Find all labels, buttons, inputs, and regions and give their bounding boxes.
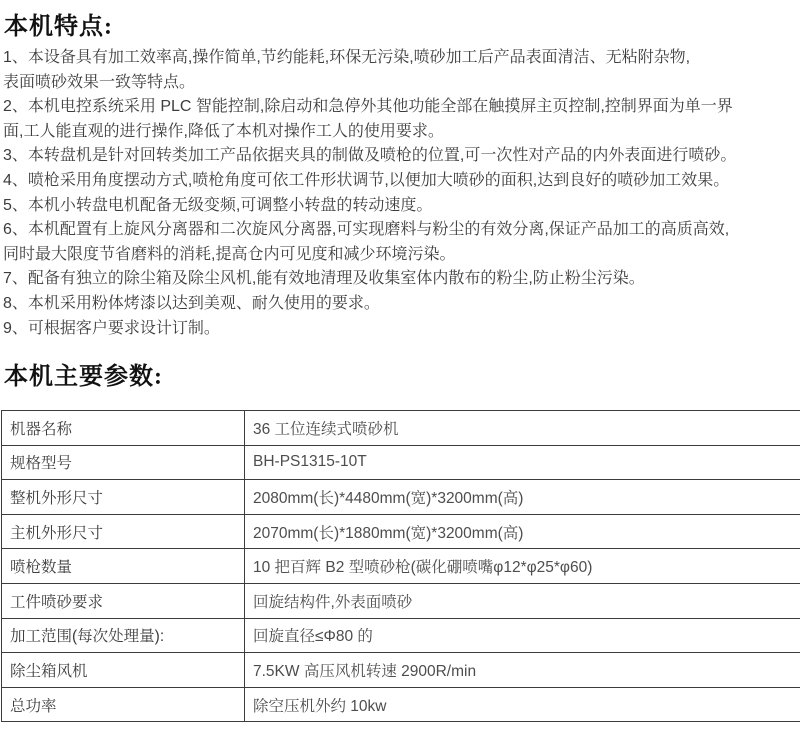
feature-line: 8、本机采用粉体烤漆以达到美观、耐久使用的要求。 (3, 294, 380, 312)
features-section-title: 本机特点: (4, 14, 113, 40)
param-label-cell: 加工范围(每次处理量): (2, 618, 245, 653)
feature-line: 2、本机电控系统采用 PLC 智能控制,除启动和急停外其他功能全部在触摸屏主页控制,控制界面为单一界 (3, 98, 733, 116)
feature-line: 1、本设备具有加工效率高,操作简单,节约能耗,环保无污染,喷砂加工后产品表面清洁、无粘附杂物, (3, 49, 691, 66)
param-value-cell: 2070mm(长)*1880mm(宽)*3200mm(高) (245, 514, 800, 549)
feature-line: 3、本转盘机是针对回转类加工产品依据夹具的制做及喷枪的位置,可一次性对产品的内外表面进行喷砂。 (3, 147, 737, 165)
param-value-cell: 7.5KW 高压风机转速 2900R/min (245, 653, 800, 688)
table-row (2, 480, 800, 515)
param-value-cell: 回旋直径≤Φ80 的 (245, 618, 800, 653)
param-label-cell: 喷枪数量 (2, 549, 245, 584)
features-list (3, 46, 800, 341)
feature-line: 9、可根据客户要求设计订制。 (3, 319, 220, 337)
param-label-cell: 主机外形尺寸 (2, 514, 245, 549)
feature-line: 7、配备有独立的除尘箱及除尘风机,能有效地清理及收集室体内散布的粉尘,防止粉尘污染。 (3, 270, 645, 288)
table-row (2, 411, 800, 446)
param-label-cell: 除尘箱风机 (2, 653, 245, 688)
table-row (2, 687, 800, 722)
table-row (2, 618, 800, 653)
table-row (2, 549, 800, 584)
feature-line: 同时最大限度节省磨料的消耗,提高仓内可见度和减少环境污染。 (3, 245, 456, 263)
param-label-cell: 工件喷砂要求 (2, 583, 245, 618)
parameters-table (1, 410, 800, 722)
param-value-cell: 2080mm(长)*4480mm(宽)*3200mm(高) (245, 480, 800, 515)
feature-line: 表面喷砂效果一致等特点。 (3, 73, 196, 91)
feature-line: 5、本机小转盘电机配备无级变频,可调整小转盘的转动速度。 (3, 196, 433, 214)
table-row (2, 445, 800, 480)
param-label-cell: 规格型号 (2, 445, 245, 480)
param-value-cell: 36 工位连续式喷砂机 (245, 411, 800, 446)
param-value-cell: 除空压机外约 10kw (245, 687, 800, 722)
param-label-cell: 总功率 (2, 687, 245, 722)
table-row (2, 653, 800, 688)
param-label-cell: 机器名称 (2, 411, 245, 446)
table-row (2, 583, 800, 618)
table-row (2, 514, 800, 549)
feature-line: 面,工人能直观的进行操作,降低了本机对操作工人的使用要求。 (3, 122, 444, 140)
param-value-cell: 10 把百辉 B2 型喷砂枪(碳化硼喷嘴φ12*φ25*φ60) (245, 549, 800, 584)
param-value-cell: 回旋结构件,外表面喷砂 (245, 583, 800, 618)
feature-line: 6、本机配置有上旋风分离器和二次旋风分离器,可实现磨料与粉尘的有效分离,保证产品加工的高质高效, (3, 221, 730, 239)
param-value-cell: BH-PS1315-10T (245, 445, 800, 480)
feature-line: 4、喷枪采用角度摆动方式,喷枪角度可依工件形状调节,以便加大喷砂的面积,达到良好的喷砂加工效果。 (3, 171, 730, 189)
param-label-cell: 整机外形尺寸 (2, 480, 245, 515)
parameters-section-title: 本机主要参数: (4, 364, 163, 390)
